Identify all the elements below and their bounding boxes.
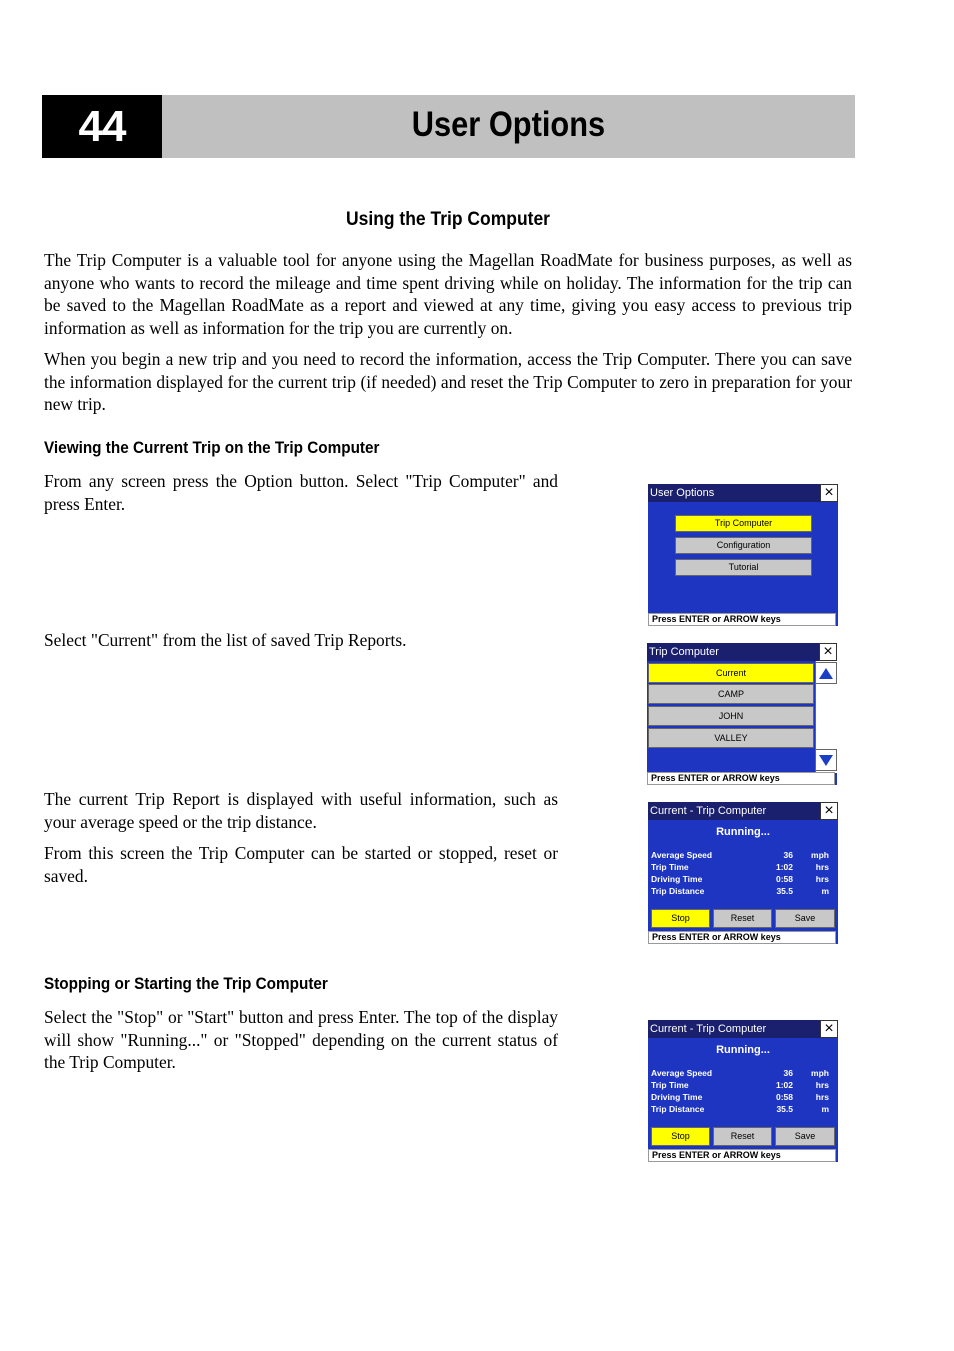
stat-average-speed [651,1068,831,1080]
stat-label: Trip Time [651,1080,689,1090]
list-item-camp[interactable]: CAMP [648,684,814,704]
status-bar: Press ENTER or ARROW keys [648,613,836,626]
viewing-step-3a: The current Trip Report is displayed with useful information, such as your average speed or the trip distance. [44,789,558,832]
trip-state: Running... [716,826,770,838]
close-icon[interactable]: × [820,802,838,820]
reset-button[interactable]: Reset [713,1127,772,1146]
stat-unit: m [821,1104,829,1114]
close-icon[interactable]: × [820,1020,838,1038]
trip-report-screen-2 [648,1020,838,1162]
stop-button[interactable]: Stop [651,1127,710,1146]
stat-value: 0:58 [775,874,793,884]
stat-value: 36 [783,1068,793,1078]
page-number: 44 [42,95,162,158]
stat-trip-time [651,1080,831,1092]
status-bar: Press ENTER or ARROW keys [648,931,836,944]
close-icon[interactable]: × [820,484,838,502]
stat-unit: hrs [815,1092,829,1102]
section-title: Using the Trip Computer [346,209,550,230]
stat-driving-time [651,1092,831,1104]
stat-value: 35.5 [776,1104,793,1114]
close-icon[interactable]: × [819,643,837,661]
stop-button[interactable]: Stop [651,909,710,928]
screen-title: User Options [648,484,838,502]
trip-report-screen [648,802,838,944]
viewing-step-2: Select "Current" from the list of saved Trip Reports. [44,630,407,650]
trip-list-screen [647,643,837,785]
menu-item-configuration[interactable]: Configuration [675,537,812,554]
screen-title: Current - Trip Computer [648,1020,838,1038]
viewing-step-1: From any screen press the Option button. Select "Trip Computer" and press Enter. [44,471,558,514]
trip-state: Running... [716,1044,770,1056]
stat-unit: hrs [815,862,829,872]
scroll-down-button[interactable] [815,749,837,771]
stopping-step-1: Select the "Stop" or "Start" button and press Enter. The top of the display will show "Running..." or "Stopped" depending on the current status of the Trip Computer. [44,1007,558,1072]
stat-label: Trip Time [651,862,689,872]
stat-unit: mph [811,850,829,860]
screen-title: Trip Computer [647,643,837,661]
user-options-screen [648,484,838,626]
stat-trip-time [651,862,831,874]
status-bar: Press ENTER or ARROW keys [647,772,835,785]
viewing-step-3b: From this screen the Trip Computer can be started or stopped, reset or saved. [44,843,558,886]
status-bar: Press ENTER or ARROW keys [648,1149,836,1162]
screen-title: Current - Trip Computer [648,802,838,820]
save-button[interactable]: Save [775,909,835,928]
reset-button[interactable]: Reset [713,909,772,928]
header-bar [162,95,855,158]
stat-trip-distance [651,1104,831,1116]
viewing-heading: Viewing the Current Trip on the Trip Computer [44,438,380,457]
list-item-current[interactable]: Current [648,663,814,683]
stat-value: 35.5 [776,886,793,896]
intro-paragraph-2: When you begin a new trip and you need to record the information, access the Trip Computer. There you can save the information displayed for the current trip (if needed) and reset the Trip Computer to zero in preparation for your new trip. [44,349,852,414]
menu-item-trip-computer[interactable]: Trip Computer [675,515,812,532]
list-item-valley[interactable]: VALLEY [648,728,814,748]
list-item-john[interactable]: JOHN [648,706,814,726]
stat-value: 1:02 [775,862,793,872]
stat-label: Trip Distance [651,886,705,896]
stat-driving-time [651,874,831,886]
stat-unit: m [821,886,829,896]
save-button[interactable]: Save [775,1127,835,1146]
stat-value: 0:58 [775,1092,793,1102]
stat-label: Average Speed [651,1068,713,1078]
scroll-up-button[interactable] [815,662,837,684]
stat-value: 36 [783,850,793,860]
intro-paragraph-1: The Trip Computer is a valuable tool for anyone using the Magellan RoadMate for business purposes, as well as anyone who wants to record the mileage and time spent driving while on holiday. The information for the trip can be saved to the Magellan RoadMate as a report and viewed at any time, giving you easy access to previous trip information as well as information for the trip you are currently on. [44,250,852,338]
stat-value: 1:02 [775,1080,793,1090]
stat-average-speed [651,850,831,862]
stopping-heading: Stopping or Starting the Trip Computer [44,974,328,993]
stat-label: Average Speed [651,850,713,860]
stat-unit: hrs [815,874,829,884]
menu-item-tutorial[interactable]: Tutorial [675,559,812,576]
stat-label: Driving Time [651,874,703,884]
stat-trip-distance [651,886,831,898]
page-title: User Options [411,105,606,144]
scroll-down-arrow-icon [819,755,833,766]
stat-label: Trip Distance [651,1104,705,1114]
stat-label: Driving Time [651,1092,703,1102]
stat-unit: mph [811,1068,829,1078]
scroll-up-arrow-icon [819,668,833,679]
stat-unit: hrs [815,1080,829,1090]
